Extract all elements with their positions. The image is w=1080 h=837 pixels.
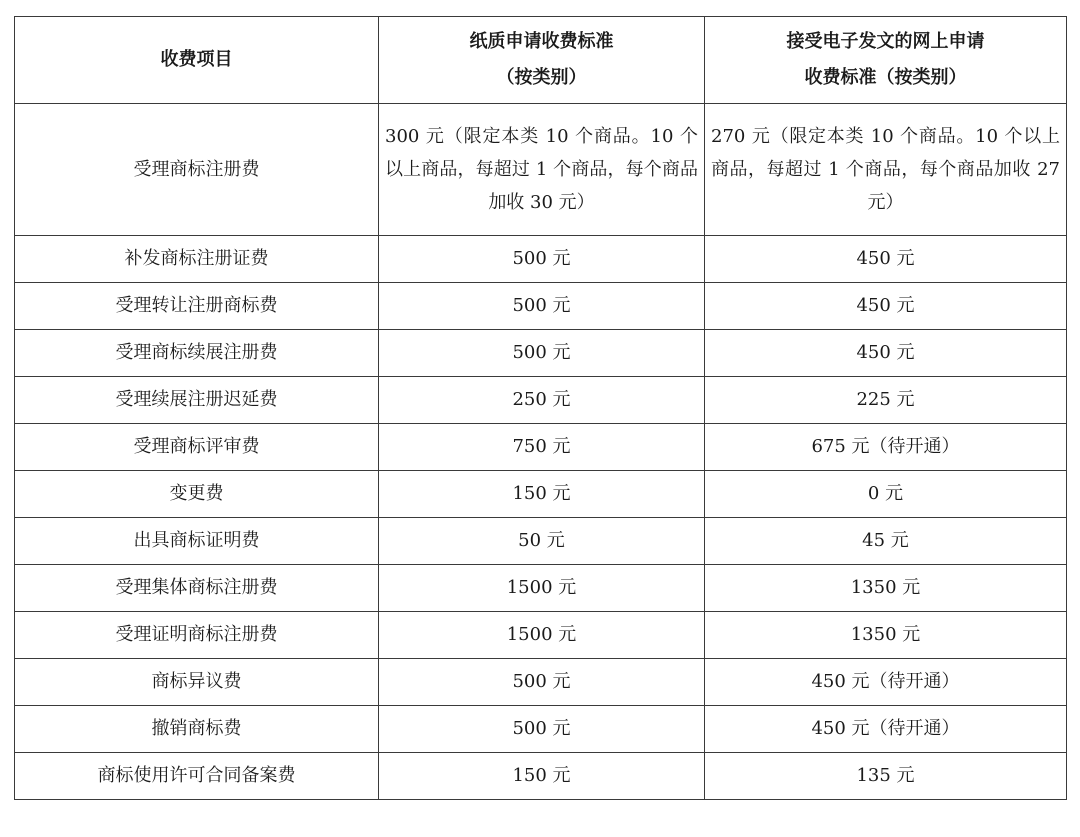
header-paper-line1: 纸质申请收费标准 bbox=[469, 31, 614, 52]
online-fee-cell: 1350 元 bbox=[705, 612, 1067, 659]
paper-fee-cell: 150 元 bbox=[379, 471, 705, 518]
paper-fee-cell: 750 元 bbox=[379, 424, 705, 471]
paper-fee-cell: 50 元 bbox=[379, 518, 705, 565]
table-row bbox=[15, 330, 1067, 377]
table-row bbox=[15, 518, 1067, 565]
table-row bbox=[15, 612, 1067, 659]
table-row bbox=[15, 659, 1067, 706]
table-row bbox=[15, 424, 1067, 471]
table-row bbox=[15, 565, 1067, 612]
table-row bbox=[15, 283, 1067, 330]
table-row bbox=[15, 706, 1067, 753]
paper-fee-cell: 500 元 bbox=[379, 283, 705, 330]
table-row bbox=[15, 236, 1067, 283]
item-cell: 受理转让注册商标费 bbox=[15, 283, 379, 330]
online-fee-cell: 135 元 bbox=[705, 753, 1067, 800]
online-fee-cell: 45 元 bbox=[705, 518, 1067, 565]
paper-fee-cell: 500 元 bbox=[379, 236, 705, 283]
header-item bbox=[15, 17, 379, 104]
item-cell: 受理商标注册费 bbox=[15, 104, 379, 236]
header-paper bbox=[379, 17, 705, 104]
item-cell: 受理集体商标注册费 bbox=[15, 565, 379, 612]
online-fee-cell: 450 元（待开通） bbox=[705, 706, 1067, 753]
paper-fee-cell: 300 元（限定本类 10 个商品。10 个以上商品，每超过 1 个商品，每个商品加收 30 元） bbox=[379, 104, 705, 236]
table-row bbox=[15, 471, 1067, 518]
header-paper-line2: （按类别） bbox=[496, 67, 587, 88]
online-fee-cell: 450 元（待开通） bbox=[705, 659, 1067, 706]
online-fee-cell: 0 元 bbox=[705, 471, 1067, 518]
item-cell: 撤销商标费 bbox=[15, 706, 379, 753]
paper-fee-cell: 250 元 bbox=[379, 377, 705, 424]
paper-fee-cell: 500 元 bbox=[379, 706, 705, 753]
item-cell: 补发商标注册证费 bbox=[15, 236, 379, 283]
item-cell: 受理商标评审费 bbox=[15, 424, 379, 471]
online-fee-cell: 450 元 bbox=[705, 283, 1067, 330]
header-row bbox=[15, 17, 1067, 104]
table-row bbox=[15, 753, 1067, 800]
table-row bbox=[15, 377, 1067, 424]
paper-fee-cell: 1500 元 bbox=[379, 612, 705, 659]
online-fee-cell: 270 元（限定本类 10 个商品。10 个以上商品，每超过 1 个商品，每个商品加收 27 元） bbox=[705, 104, 1067, 236]
header-online-line1: 接受电子发文的网上申请 bbox=[786, 31, 985, 52]
item-cell: 受理证明商标注册费 bbox=[15, 612, 379, 659]
header-online bbox=[705, 17, 1067, 104]
item-cell: 变更费 bbox=[15, 471, 379, 518]
online-fee-cell: 450 元 bbox=[705, 236, 1067, 283]
item-cell: 受理商标续展注册费 bbox=[15, 330, 379, 377]
paper-fee-cell: 500 元 bbox=[379, 659, 705, 706]
paper-fee-cell: 500 元 bbox=[379, 330, 705, 377]
item-cell: 受理续展注册迟延费 bbox=[15, 377, 379, 424]
fee-table bbox=[14, 16, 1067, 800]
header-item-label: 收费项目 bbox=[160, 49, 233, 70]
paper-fee-cell: 1500 元 bbox=[379, 565, 705, 612]
header-online-line2: 收费标准（按类别） bbox=[804, 67, 967, 88]
online-fee-cell: 450 元 bbox=[705, 330, 1067, 377]
online-fee-cell: 675 元（待开通） bbox=[705, 424, 1067, 471]
item-cell: 商标使用许可合同备案费 bbox=[15, 753, 379, 800]
paper-fee-cell: 150 元 bbox=[379, 753, 705, 800]
online-fee-cell: 225 元 bbox=[705, 377, 1067, 424]
item-cell: 商标异议费 bbox=[15, 659, 379, 706]
item-cell: 出具商标证明费 bbox=[15, 518, 379, 565]
table-row bbox=[15, 104, 1067, 236]
online-fee-cell: 1350 元 bbox=[705, 565, 1067, 612]
